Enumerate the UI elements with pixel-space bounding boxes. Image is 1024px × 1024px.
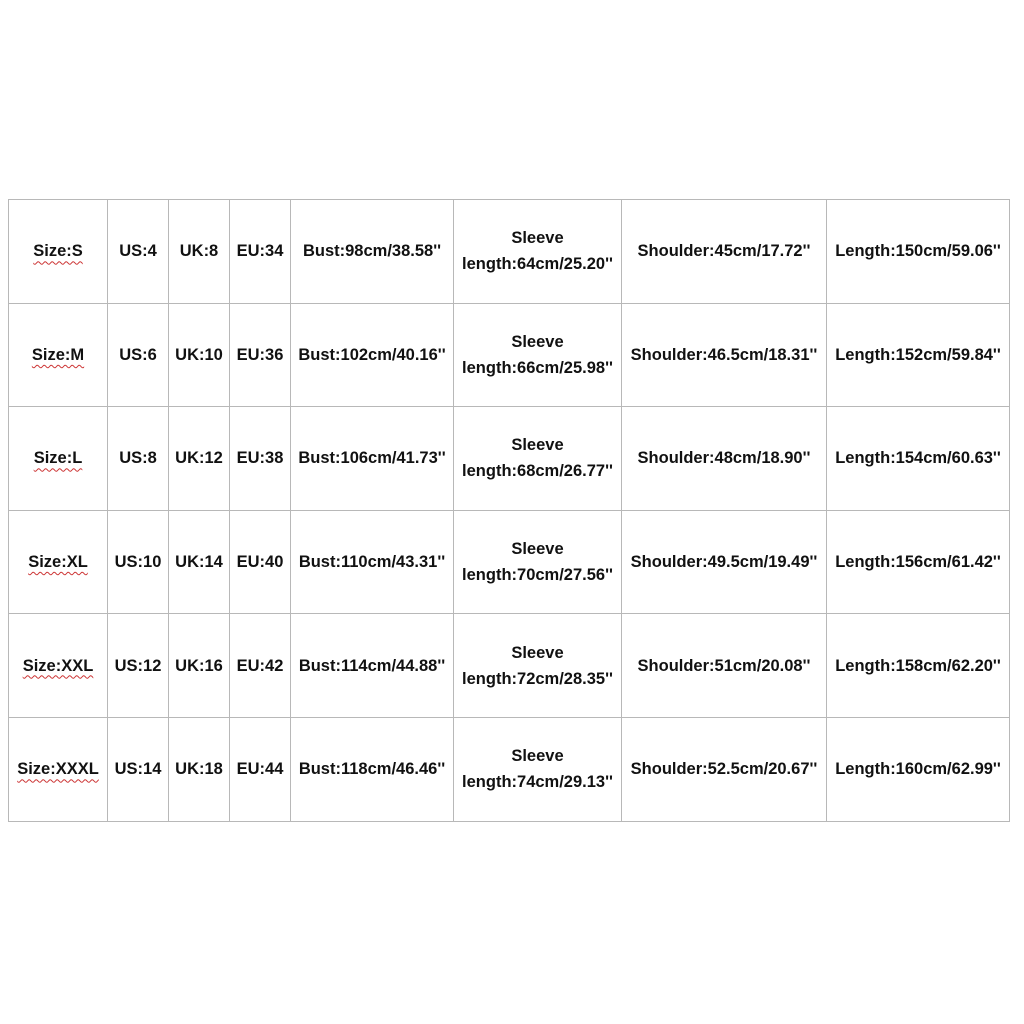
table-row: [9, 303, 1010, 407]
us-size-cell: US:4: [108, 200, 169, 304]
size-cell: [9, 614, 108, 718]
eu-size-cell: EU:36: [230, 303, 291, 407]
sleeve-length-value: length:64cm/25.20'': [462, 255, 613, 274]
table-row: [9, 200, 1010, 304]
sleeve-cell: [454, 303, 622, 407]
length-cell: Length:160cm/62.99'': [827, 717, 1010, 821]
size-cell: [9, 510, 108, 614]
bust-cell: Bust:106cm/41.73'': [291, 407, 454, 511]
size-label: Size:S: [33, 242, 83, 261]
sleeve-title: Sleeve: [511, 747, 564, 766]
uk-size-cell: UK:10: [169, 303, 230, 407]
size-cell: [9, 407, 108, 511]
table-row: [9, 510, 1010, 614]
sleeve-title: Sleeve: [511, 229, 564, 248]
sleeve-cell: [454, 614, 622, 718]
sleeve-length-value: length:66cm/25.98'': [462, 358, 613, 377]
eu-size-cell: EU:40: [230, 510, 291, 614]
shoulder-cell: Shoulder:51cm/20.08'': [622, 614, 827, 718]
us-size-cell: US:8: [108, 407, 169, 511]
bust-cell: Bust:102cm/40.16'': [291, 303, 454, 407]
length-cell: Length:156cm/61.42'': [827, 510, 1010, 614]
sleeve-length-value: length:68cm/26.77'': [462, 462, 613, 481]
shoulder-cell: Shoulder:52.5cm/20.67'': [622, 717, 827, 821]
eu-size-cell: EU:42: [230, 614, 291, 718]
sleeve-title: Sleeve: [511, 332, 564, 351]
uk-size-cell: UK:8: [169, 200, 230, 304]
sleeve-cell: [454, 717, 622, 821]
sleeve-title: Sleeve: [511, 436, 564, 455]
length-cell: Length:158cm/62.20'': [827, 614, 1010, 718]
shoulder-cell: Shoulder:46.5cm/18.31'': [622, 303, 827, 407]
uk-size-cell: UK:14: [169, 510, 230, 614]
bust-cell: Bust:114cm/44.88'': [291, 614, 454, 718]
table-row: [9, 614, 1010, 718]
sleeve-title: Sleeve: [511, 643, 564, 662]
uk-size-cell: UK:12: [169, 407, 230, 511]
eu-size-cell: EU:44: [230, 717, 291, 821]
sleeve-cell: [454, 200, 622, 304]
size-label: Size:XL: [28, 553, 88, 572]
sleeve-length-value: length:72cm/28.35'': [462, 669, 613, 688]
us-size-cell: US:14: [108, 717, 169, 821]
bust-cell: Bust:98cm/38.58'': [291, 200, 454, 304]
us-size-cell: US:12: [108, 614, 169, 718]
uk-size-cell: UK:16: [169, 614, 230, 718]
us-size-cell: US:6: [108, 303, 169, 407]
length-cell: Length:152cm/59.84'': [827, 303, 1010, 407]
bust-cell: Bust:110cm/43.31'': [291, 510, 454, 614]
size-label: Size:XXL: [22, 656, 94, 675]
bust-cell: Bust:118cm/46.46'': [291, 717, 454, 821]
us-size-cell: US:10: [108, 510, 169, 614]
size-label: Size:M: [31, 345, 85, 364]
size-cell: [9, 303, 108, 407]
shoulder-cell: Shoulder:48cm/18.90'': [622, 407, 827, 511]
table-row: [9, 717, 1010, 821]
table-row: [9, 407, 1010, 511]
length-cell: Length:150cm/59.06'': [827, 200, 1010, 304]
size-cell: [9, 200, 108, 304]
eu-size-cell: EU:34: [230, 200, 291, 304]
size-label: Size:L: [33, 449, 83, 468]
shoulder-cell: Shoulder:49.5cm/19.49'': [622, 510, 827, 614]
size-chart-table: [8, 199, 1010, 822]
length-cell: Length:154cm/60.63'': [827, 407, 1010, 511]
size-label: Size:XXXL: [17, 760, 99, 779]
eu-size-cell: EU:38: [230, 407, 291, 511]
sleeve-cell: [454, 510, 622, 614]
sleeve-length-value: length:70cm/27.56'': [462, 566, 613, 585]
uk-size-cell: UK:18: [169, 717, 230, 821]
sleeve-cell: [454, 407, 622, 511]
size-cell: [9, 717, 108, 821]
sleeve-length-value: length:74cm/29.13'': [462, 773, 613, 792]
sleeve-title: Sleeve: [511, 540, 564, 559]
shoulder-cell: Shoulder:45cm/17.72'': [622, 200, 827, 304]
